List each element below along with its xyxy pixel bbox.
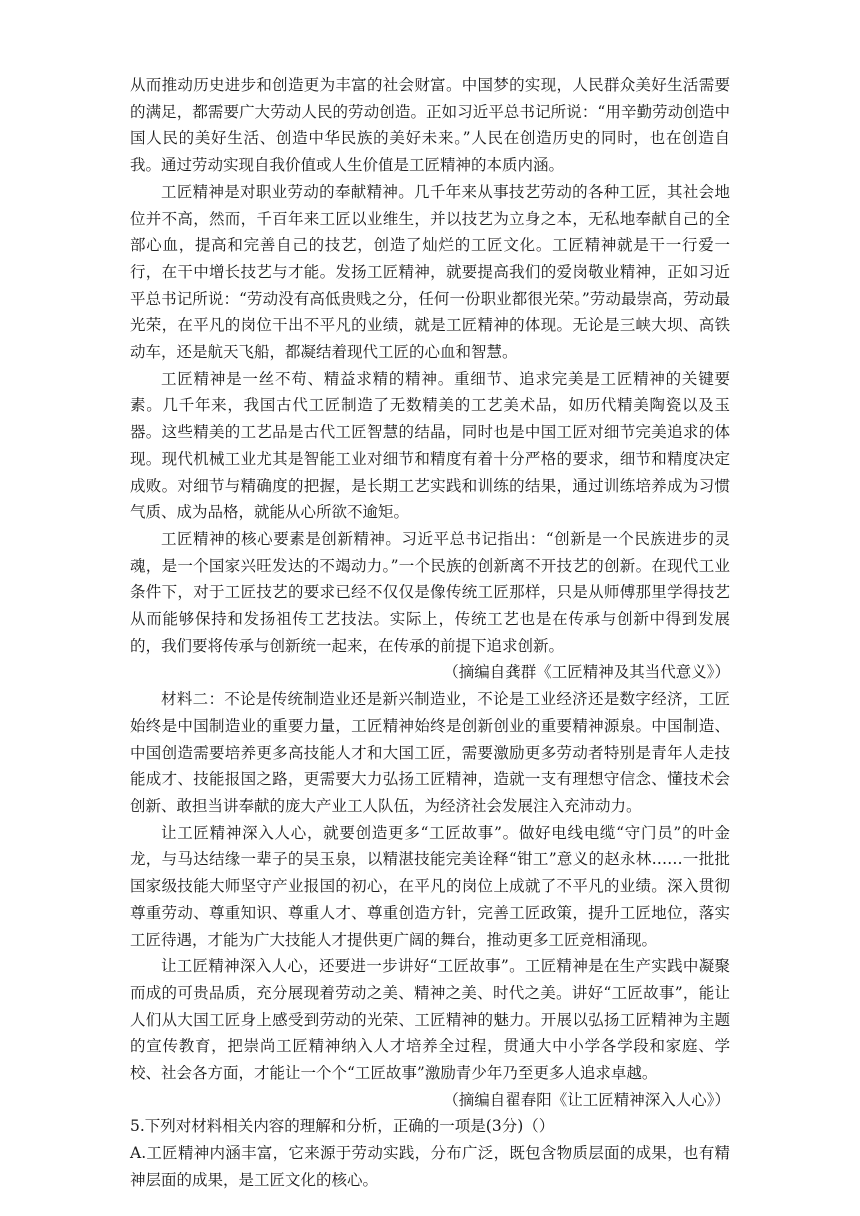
paragraph-material-2: 材料二：不论是传统制造业还是新兴制造业，不论是工业经济还是数字经济，工匠始终是中国制造业的重要力量，工匠精神始终是创新创业的重要精神源泉。中国制造、中国创造需要培养更多高技能人才和大国工匠，需要激励更多劳动者特别是青年人走技能成才、技能报国之路，更需要大力弘扬工匠精神，造就一支有理想守信念、懂技术会创新、敢担当讲奉献的庞大产业工人队伍，为经济社会发展注入充沛动力。 — [130, 690, 730, 815]
paragraph-4: 工匠精神的核心要素是创新精神。习近平总书记指出：“创新是一个民族进步的灵魂，是一个国家兴旺发达的不竭动力。”一个民族的创新离不开技艺的创新。在现代工业条件下，对于工匠技艺的要求已经不仅仅是像传统工匠那样，只是从师傅那里学得技艺从而能够保持和发扬祖传工艺技法。实际上，传统工艺也是在传承与创新中得到发展的，我们要将传承与创新统一起来，在传承的前提下追求创新。 — [130, 529, 730, 655]
source-citation-1: （摘编自龚群《工匠精神及其当代意义》） — [443, 663, 730, 682]
paragraph-1: 从而推动历史进步和创造更为丰富的社会财富。中国梦的实现，人民群众美好生活需要的满足，都需要广大劳动人民的劳动创造。正如习近平总书记所说：“用辛勤劳动创造中国人民的美好生活、创造中华民族的美好未来。”人民在创造历史的同时，也在创造自我。通过劳动实现自我价值或人生价值是工匠精神的本质内涵。 — [130, 76, 730, 175]
paragraph-6: 让工匠精神深入人心，就要创造更多“工匠故事”。做好电线电缆“守门员”的叶金龙，与马达结缘一辈子的吴玉泉，以精湛技能完美诠释“钳工”意义的赵永林……一批批国家级技能大师坚守产业报国的初心，在平凡的岗位上成就了不平凡的业绩。深入贯彻尊重劳动、尊重知识、尊重人才、尊重创造方针，完善工匠政策，提升工匠地位，落实工匠待遇，才能为广大技能人才提供更广阔的舞台，推动更多工匠竞相涌现。 — [130, 823, 730, 949]
source-citation-2: （摘编自翟春阳《让工匠精神深入人心》） — [443, 1090, 730, 1109]
question-option-a: A.工匠精神内涵丰富，它来源于劳动实践，分布广泛，既包含物质层面的成果，也有精神层面的成果，是工匠文化的核心。 — [130, 1144, 730, 1189]
paragraph-7: 让工匠精神深入人心，还要进一步讲好“工匠故事”。工匠精神是在生产实践中凝聚而成的可贵品质，充分展现着劳动之美、精神之美、时代之美。讲好“工匠故事”，能让人们从大国工匠身上感受到劳动的光荣、工匠精神的魅力。开展以弘扬工匠精神为主题的宣传教育，把崇尚工匠精神纳入人才培养全过程，贯通大中小学各学段和家庭、学校、社会各方面，才能让一个个“工匠故事”激励青少年乃至更多人追求卓越。 — [130, 957, 730, 1083]
paragraph-2: 工匠精神是对职业劳动的奉献精神。几千年来从事技艺劳动的各种工匠，其社会地位并不高，然而，千百年来工匠以业维生，并以技艺为立身之本，无私地奉献自己的全部心血，提高和完善自己的技艺，创造了灿烂的工匠文化。工匠精神就是干一行爱一行，在干中增长技艺与才能。发扬工匠精神，就要提高我们的爱岗敬业精神，正如习近平总书记所说：“劳动没有高低贵贱之分，任何一份职业都很光荣。”劳动最崇高，劳动最光荣，在平凡的岗位干出不平凡的业绩，就是工匠精神的体现。无论是三峡大坝、高铁动车，还是航天飞船，都凝结着现代工匠的心血和智慧。 — [130, 182, 730, 362]
paragraph-3: 工匠精神是一丝不苟、精益求精的精神。重细节、追求完美是工匠精神的关键要素。几千年来，我国古代工匠制造了无数精美的工艺美术品，如历代精美陶瓷以及玉器。这些精美的工艺品是古代工匠智慧的结晶，同时也是中国工匠对细节完美追求的体现。现代机械工业尤其是智能工业对细节和精度有着十分严格的要求，细节和精度决定成败。对细节与精确度的把握，是长期工艺实践和训练的结果，通过训练培养成为习惯气质、成为品格，就能从心所欲不逾矩。 — [130, 369, 730, 522]
question-stem: 5.下列对材料相关内容的理解和分析，正确的一项是(3分)（） — [130, 1117, 555, 1136]
